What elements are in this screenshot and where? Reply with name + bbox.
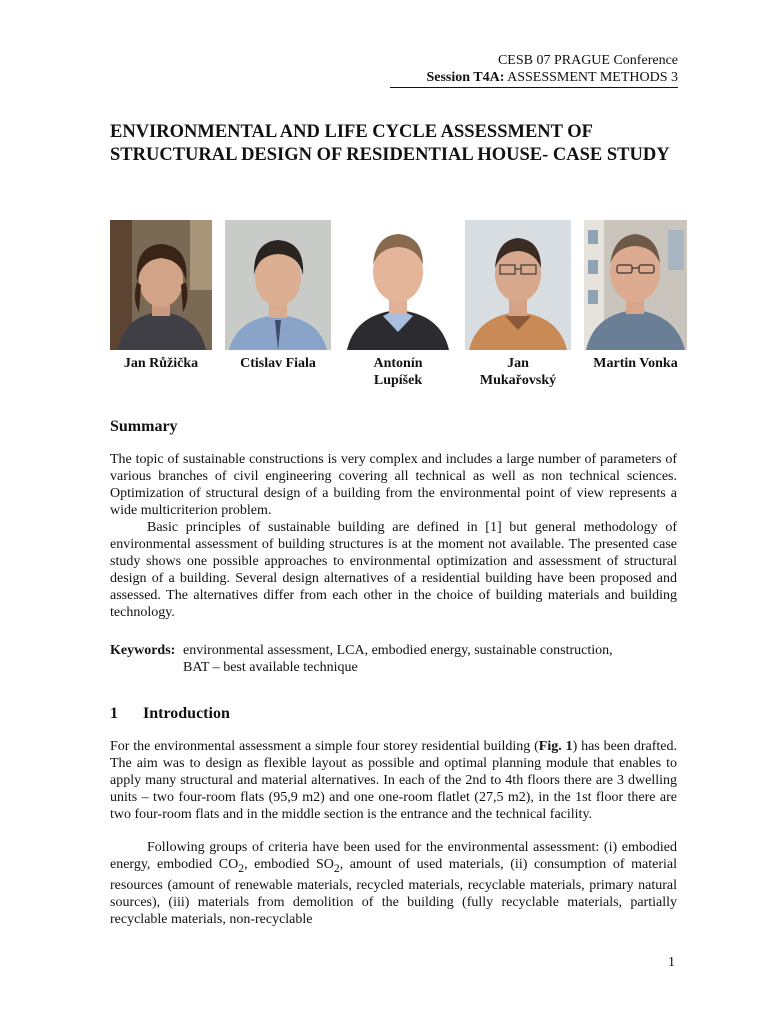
author-photo-1 xyxy=(110,220,212,350)
introduction-paragraph-1: For the environmental assessment a simple four storey residential building (Fig. 1) has been drafted. The aim was to design as flexible layout as possible and optimal planning module that enables to apply many structural and material alternatives. In each of the 2nd to 4th floors there are 3 dwelling units – two four-room flats (95,9 m2) and one one-room flatlet (27,5 m2), in the 1st floor there are two four-room flats and in the middle section is the entrance and the technical facility. xyxy=(110,739,677,822)
figure-reference: Fig. 1 xyxy=(538,739,573,754)
author-name-1: Jan Růžička xyxy=(123,356,199,371)
section-number: 1 xyxy=(110,705,118,722)
author-name-2: Ctislav Fiala xyxy=(240,356,316,371)
section-heading-introduction xyxy=(110,705,230,723)
author-photo-5 xyxy=(584,220,687,350)
paper-title: ENVIRONMENTAL AND LIFE CYCLE ASSESSMENT OF STRUCTURAL DESIGN OF RESIDENTIAL HOUSE- CASE STUDY xyxy=(110,122,670,165)
session-title: ASSESSMENT METHODS 3 xyxy=(507,70,678,85)
session-line xyxy=(300,69,678,86)
page-number: 1 xyxy=(668,955,675,970)
header-rule xyxy=(390,87,678,88)
conference-name: CESB 07 PRAGUE Conference xyxy=(497,53,678,68)
author-name-4: Jan Mukařovský xyxy=(479,356,557,388)
summary-paragraph-1: The topic of sustainable constructions is very complex and includes a large number of parameters of various branches of civil engineering covering all technical as well as non technical sciences. Optimization of structural design of a building from the environmental point of view represents a wide multicriterion problem. xyxy=(110,452,677,518)
summary-paragraph-2: Basic principles of sustainable building are defined in [1] but general methodology of environmental assessment of building structures is at the moment not available. The presented case study shows one possible approaches to environmental optimization and assessment of structural design of a building. Several design alternatives of a residential building have been proposed and assessed. The alternatives differ from each other in the choice of building materials and building technology. xyxy=(110,520,677,620)
keywords-line-2: BAT – best available technique xyxy=(183,660,358,675)
introduction-paragraph-2: Following groups of criteria have been used for the environmental assessment: (i) embodied energy, embodied $CO_2$, embodied $SO_2$, amount of used materials, (ii) consumption of material resources (amount of renewable materials, recycled materials, recyclable materials, primary natural sources), (iii) materials from demolition of the building (fully recyclable materials, partially recyclable materials, non-recyclable xyxy=(110,840,677,927)
keywords-line-1: environmental assessment, LCA, embodied energy, sustainable construction, xyxy=(183,643,613,658)
author-photo-2 xyxy=(225,220,331,350)
author-photo-3 xyxy=(345,220,451,350)
summary-heading: Summary xyxy=(110,418,178,435)
section-title: Introduction xyxy=(143,705,230,722)
keywords-text xyxy=(183,642,678,676)
keywords-label: Keywords: xyxy=(110,643,176,658)
session-label: Session T4A: xyxy=(426,70,505,85)
author-name-3: Antonín Lupíšek xyxy=(373,356,423,388)
author-name-5: Martin Vonka xyxy=(593,356,678,371)
author-photo-4 xyxy=(465,220,571,350)
running-header xyxy=(300,52,678,86)
